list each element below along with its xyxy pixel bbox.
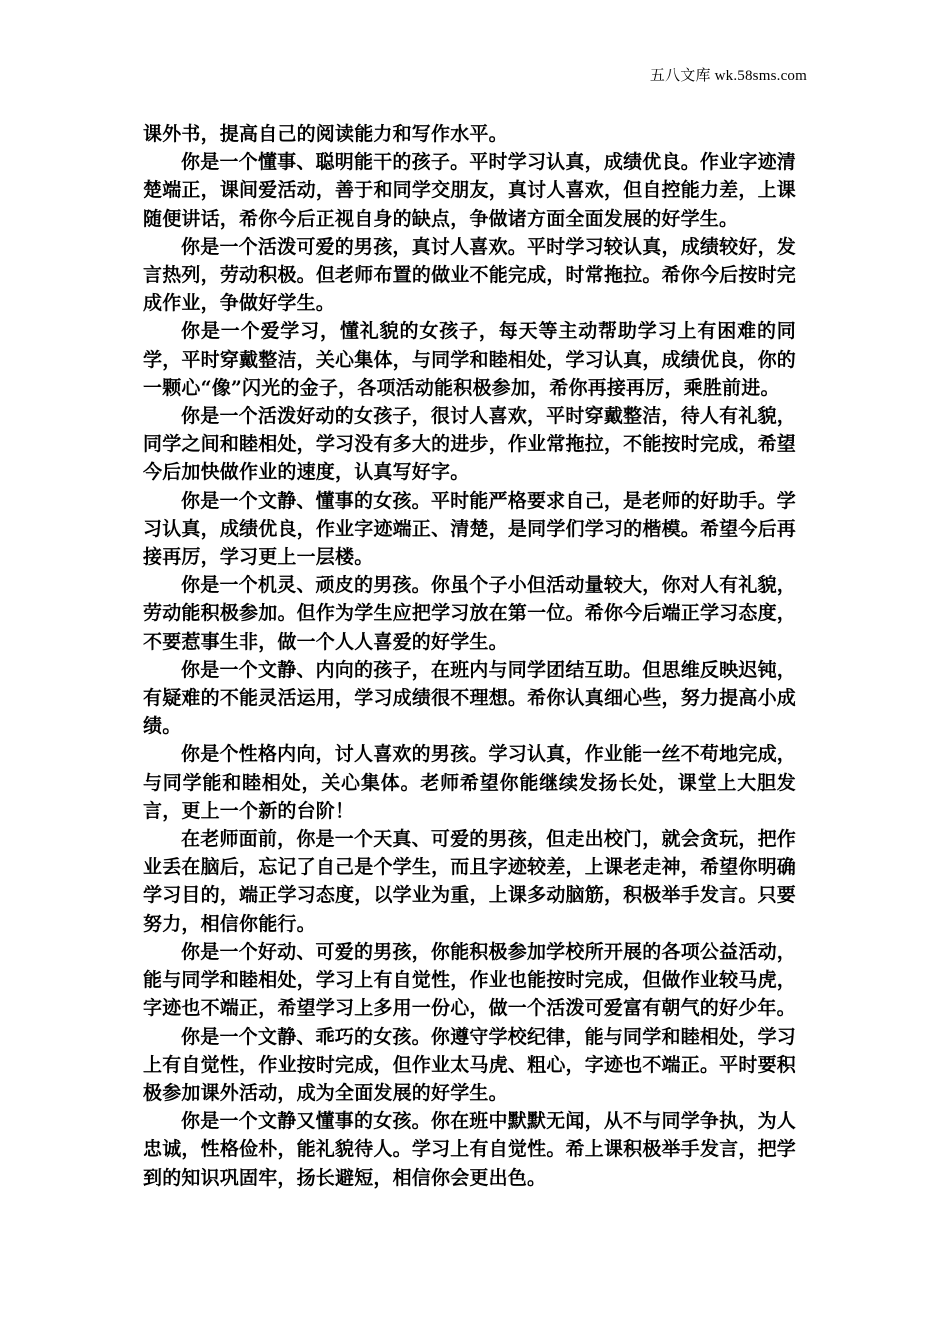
document-body bbox=[143, 120, 796, 1192]
paragraph-5: 你是一个文静、懂事的女孩。平时能严格要求自己，是老师的好助手。学习认真，成绩优良，作业字迹端正、清楚，是同学们学习的楷模。希望今后再接再厉，学习更上一层楼。 bbox=[143, 489, 796, 569]
paragraph-12: 你是一个文静又懂事的女孩。你在班中默默无闻，从不与同学争执，为人忠诚，性格俭朴，能礼貌待人。学习上有自觉性。希上课积极举手发言，把学到的知识巩固牢，扬长避短，相信你会更出色。 bbox=[143, 1110, 796, 1189]
paragraph-1: 你是一个懂事、聪明能干的孩子。平时学习认真，成绩优良。作业字迹清楚端正，课间爱活动，善于和同学交朋友，真讨人喜欢，但自控能力差，上课随便讲话，希你今后正视自身的缺点，争做诸方面全面发展的好学生。 bbox=[143, 151, 796, 230]
paragraph-7: 你是一个文静、内向的孩子，在班内与同学团结互助。但思维反映迟钝，有疑难的不能灵活运用，学习成绩很不理想。希你认真细心些，努力提高小成绩。 bbox=[143, 658, 796, 738]
paragraph-9: 在老师面前，你是一个天真、可爱的男孩，但走出校门，就会贪玩，把作业丢在脑后，忘记了自己是个学生，而且字迹较差，上课老走神，希望你明确学习目的，端正学习态度，以学业为重，上课多动脑筋，积极举手发言。只要努力，相信你能行。 bbox=[143, 828, 796, 935]
paragraph-10: 你是一个好动、可爱的男孩，你能积极参加学校所开展的各项公益活动，能与同学和睦相处，学习上有自觉性，作业也能按时完成，但做作业较马虎，字迹也不端正，希望学习上多用一份心，做一个活泼可爱富有朝气的好少年。 bbox=[143, 940, 796, 1020]
site-watermark-header: 五八文库 wk.58sms.com bbox=[649, 68, 807, 84]
paragraph-0: 课外书，提高自己的阅读能力和写作水平。 bbox=[143, 123, 508, 145]
paragraph-11: 你是一个文静、乖巧的女孩。你遵守学校纪律，能与同学和睦相处，学习上有自觉性，作业按时完成，但作业太马虎、粗心，字迹也不端正。平时要积极参加课外活动，成为全面发展的好学生。 bbox=[143, 1025, 796, 1104]
paragraph-3: 你是一个爱学习，懂礼貌的女孩子，每天等主动帮助学习上有困难的同学，平时穿戴整洁，关心集体，与同学和睦相处，学习认真，成绩优良，你的一颗心“像”闪光的金子，各项活动能积极参加，希你再接再厉，乘胜前进。 bbox=[143, 320, 796, 399]
paragraph-2: 你是一个活泼可爱的男孩，真讨人喜欢。平时学习较认真，成绩较好，发言热列，劳动积极。但老师布置的做业不能完成，时常拖拉。希你今后按时完成作业，争做好学生。 bbox=[143, 235, 796, 315]
paragraph-8: 你是个性格内向，讨人喜欢的男孩。学习认真，作业能一丝不苟地完成，与同学能和睦相处，关心集体。老师希望你能继续发扬长处，课堂上大胆发言，更上一个新的台阶！ bbox=[143, 743, 796, 822]
paragraph-6: 你是一个机灵、顽皮的男孩。你虽个子小但活动量较大，你对人有礼貌，劳动能积极参加。但作为学生应把学习放在第一位。希你今后端正学习态度，不要惹事生非，做一个人人喜爱的好学生。 bbox=[143, 574, 796, 653]
paragraph-4: 你是一个活泼好动的女孩子，很讨人喜欢，平时穿戴整洁，待人有礼貌，同学之间和睦相处，学习没有多大的进步，作业常拖拉，不能按时完成，希望今后加快做作业的速度，认真写好字。 bbox=[143, 405, 796, 484]
